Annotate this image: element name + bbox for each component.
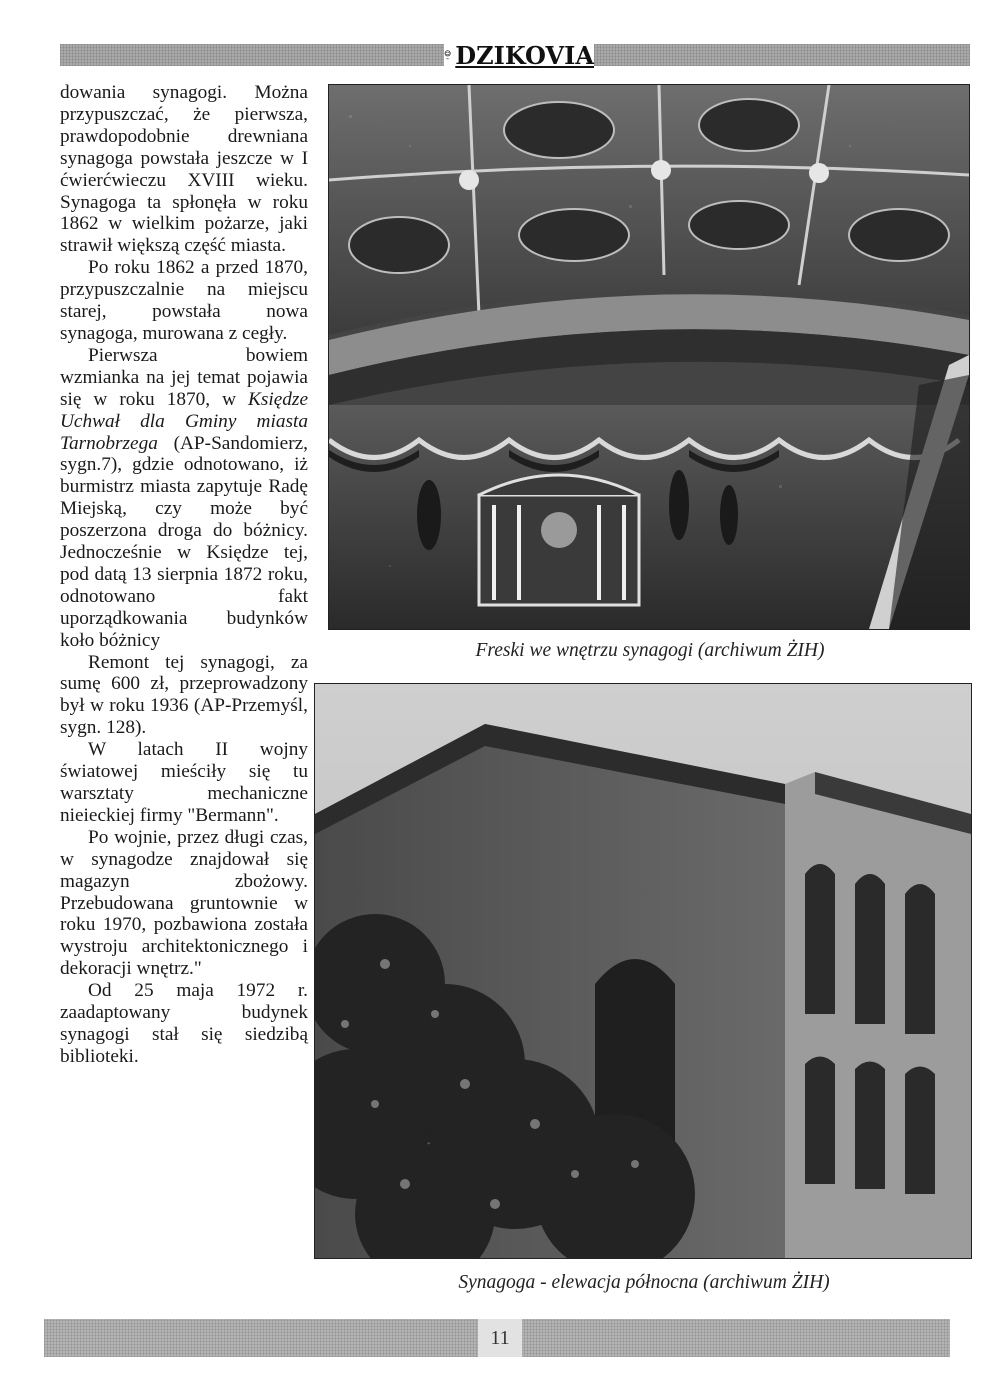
article-paragraph: dowania synagogi. Można przypuszczać, że pierwsza, prawdopodobnie drewniana synagoga powstała jeszcze w I ćwierćwieczu XVIII wieku. Synagoga ta spłonęła w roku 1862 w wielkim pożarze, jaki strawił większą część miasta.	[60, 82, 308, 257]
paragraph-text-run: Pierwsza bowiem wzmianka na jej temat pojawia się w roku 1870, w	[60, 344, 308, 410]
figure-caption-synagogue: Synagoga - elewacja północna (archiwum ŻIH)	[458, 1272, 830, 1293]
masthead	[444, 36, 594, 74]
book-title-italic: Księdze Uchwał dla Gminy miasta Tarnobrzega	[60, 388, 308, 454]
article-paragraph	[60, 345, 308, 652]
page-number: 11	[478, 1319, 522, 1357]
article-paragraph: Po roku 1862 a przed 1870, przypuszczalnie na miejscu starej, powstała nowa synagoga, murowana z cegły.	[60, 257, 308, 344]
article-paragraph: Remont tej synagogi, za sumę 600 zł, przeprowadzony był w roku 1936 (AP-Przemyśl, sygn. 128).	[60, 651, 308, 739]
synagogue-photo	[314, 683, 972, 1259]
article-paragraph: W latach II wojny światowej mieściły się tu warsztaty mechaniczne nieieckiej firmy "Bermann".	[60, 739, 308, 826]
article-paragraph: Od 25 maja 1972 r. zaadaptowany budynek synagogi stał się siedzibą biblioteki.	[60, 980, 308, 1067]
emblem-icon	[444, 40, 451, 70]
emblem-small-text: TPT	[445, 58, 450, 61]
article-paragraph: Po wojnie, przez długi czas, w synagodze znajdował się magazyn zbożowy. Przebudowana gruntownie w roku 1970, pozbawiona została wystroju architektonicznego i dekoracji wnętrz."	[60, 826, 308, 980]
figure-caption-fresco: Freski we wnętrzu synagogi (archiwum ŻIH)	[475, 640, 825, 661]
fresco-photo	[328, 84, 970, 630]
article-text-column	[60, 82, 308, 1068]
paragraph-text-run: (AP-Sandomierz, sygn.7), gdzie odnotowano, iż burmistrz miasta zapytuje Radę Miejską, czy może być poszerzona droga do bóżnicy. Jednocześnie w Księdze tej, pod datą 13 sierpnia 1872 roku, odnotowano fakt uporządkowania budynków koło bóżnicy	[60, 432, 308, 651]
masthead-title: DZIKOVIA	[455, 40, 594, 70]
